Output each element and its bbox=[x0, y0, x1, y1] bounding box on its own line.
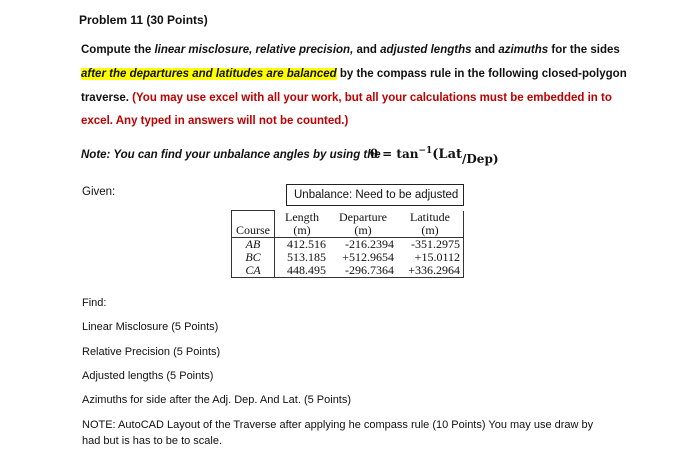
equation-lhs: θ = tan bbox=[370, 147, 419, 161]
length-cell: 412.516 bbox=[287, 236, 326, 251]
table-row bbox=[232, 251, 464, 264]
latitude-cell: +15.0112 bbox=[397, 251, 464, 264]
length-cell: 448.495 bbox=[275, 264, 330, 278]
header-length: Length bbox=[285, 209, 319, 224]
table-row bbox=[232, 237, 464, 251]
latitude-cell: +336.2964 bbox=[397, 264, 464, 278]
header-departure-unit: (m) bbox=[329, 224, 397, 238]
instruction-text: traverse. bbox=[81, 92, 133, 104]
instruction-text: for the sides bbox=[548, 44, 620, 56]
instruction-emphasis: linear misclosure, relative precision, bbox=[154, 44, 354, 56]
instruction-text: by the compass rule in the following closed-polygon bbox=[336, 68, 627, 80]
instruction-text: and bbox=[471, 44, 499, 56]
problem-title: Problem 11 (30 Points) bbox=[79, 13, 208, 27]
instruction-line-1 bbox=[81, 44, 620, 56]
find-item: Linear Misclosure (5 Points) bbox=[82, 321, 219, 333]
instruction-line-2 bbox=[81, 68, 627, 80]
red-warning-text: (You may use excel with all your work, but all your calculations must be embedded in to bbox=[132, 92, 612, 104]
given-label: Given: bbox=[82, 186, 116, 198]
departure-cell: +512.9654 bbox=[342, 249, 394, 264]
find-item: Azimuths for side after the Adj. Dep. And Lat. (5 Points) bbox=[82, 394, 352, 406]
header-length-unit: (m) bbox=[275, 224, 330, 238]
equation-denominator: /Dep) bbox=[462, 152, 499, 166]
instruction-text: and bbox=[353, 44, 381, 56]
equation-numerator: (Lat bbox=[432, 147, 463, 162]
latitude-cell: -351.2975 bbox=[397, 237, 464, 251]
instruction-emphasis: azimuths bbox=[498, 44, 549, 56]
equation-superscript: −1 bbox=[418, 146, 433, 156]
instruction-line-4: excel. Any typed in answers will not be counted.) bbox=[81, 115, 349, 127]
course-cell: BC bbox=[232, 251, 275, 264]
departure-cell: -216.2394 bbox=[345, 236, 394, 251]
autocad-note-line-2: had but is has to be to scale. bbox=[82, 435, 223, 447]
course-cell: AB bbox=[232, 237, 275, 251]
find-item: Adjusted lengths (5 Points) bbox=[82, 370, 214, 382]
header-latitude: Latitude bbox=[397, 211, 464, 224]
table-header-row bbox=[232, 211, 464, 224]
angle-equation bbox=[370, 146, 499, 166]
departure-cell: -296.7364 bbox=[329, 264, 397, 278]
autocad-note-line-1: NOTE: AutoCAD Layout of the Traverse after applying he compass rule (10 Points) You may use draw by bbox=[82, 419, 594, 431]
traverse-table bbox=[231, 210, 464, 278]
course-cell: CA bbox=[232, 264, 275, 278]
note-text: Note: You can find your unbalance angles by using the bbox=[81, 149, 381, 161]
header-course-top bbox=[232, 211, 275, 224]
header-departure: Departure bbox=[339, 209, 387, 224]
highlighted-text: after the departures and latitudes are balanced bbox=[81, 68, 337, 80]
find-item: Relative Precision (5 Points) bbox=[82, 346, 221, 358]
instruction-text: Compute the bbox=[81, 44, 155, 56]
instruction-emphasis: adjusted lengths bbox=[380, 44, 472, 56]
find-label: Find: bbox=[82, 297, 107, 309]
length-cell: 513.185 bbox=[287, 249, 326, 264]
table-header-row bbox=[232, 224, 464, 238]
header-latitude-unit: (m) bbox=[397, 224, 464, 238]
header-course: Course bbox=[232, 224, 275, 238]
table-row bbox=[232, 264, 464, 278]
instruction-line-3 bbox=[81, 92, 612, 104]
unbalance-label-box: Unbalance: Need to be adjusted bbox=[286, 184, 464, 206]
